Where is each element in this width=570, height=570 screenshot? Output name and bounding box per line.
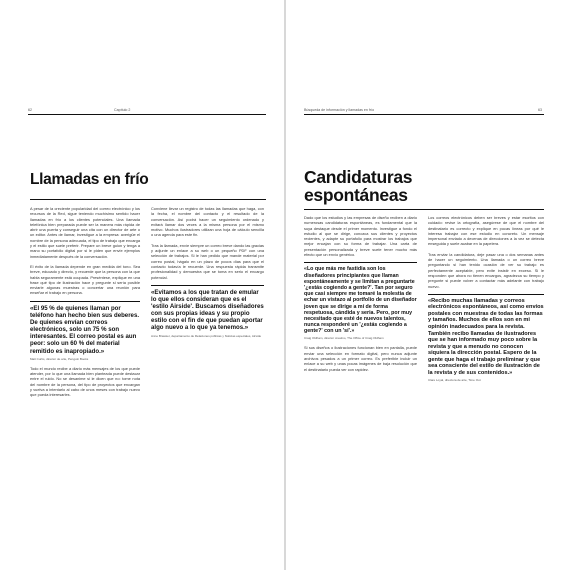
running-head: Búsqueda de información y llamadas en frío bbox=[304, 108, 375, 112]
title-line-2: espontáneas bbox=[304, 185, 408, 206]
text-column-2 bbox=[151, 206, 264, 338]
body-paragraph: Tras la llamada, envíe siempre un correo breve dando las gracias y adjunte un enlace a su web o un pequeño PDF con una selección de trabajos. Si le han pedido que mande material por correo postal, hágalo en un plazo de pocos días para que el contacto todavía le recuerde. Una respuesta rápida transmite profesionalidad y demuestra que se toma en serio el encargo potencial. bbox=[151, 242, 264, 280]
pull-quote: «Recibo muchas llamadas y correos electrónicos espontáneos, así como envíos postales con muestras de todas las formas y tamaños. Muchos de ellos son en mi opinión inadecuados para la revista. También recibo llamadas de ilustradores que se han informado muy poco sobre la revista y que a menudo no conocen siquiera la dirección postal. Espero de la gente que haga el trabajo preliminar y que sea consciente del estilo de ilustración de la revista y de sus contenidos.» bbox=[428, 297, 544, 376]
body-paragraph: Si sus diseños o ilustraciones funcionan bien en pantalla, puede enviar una selección en formato digital, pero nunca adjunte archivos pesados a un primer correo. Es preferible incluir un enlace a su web y unas pocas imágenes de baja resolución que el destinatario pueda ver con rapidez. bbox=[304, 345, 417, 372]
text-column-1 bbox=[304, 215, 417, 377]
title-rule bbox=[304, 209, 544, 210]
body-paragraph: A pesar de la creciente popularidad del correo electrónico y los recursos de la Red, sigue teniendo muchísimo sentido hacer llamadas en frío a los clientes potenciales. Una llamada telefónica bien preparada puede ser la manera más rápida de abrir una puerta y conseguir una cita con un director de arte o un editor. Antes de llamar, investigue a la empresa: averigüe el nombre de la persona adecuada, el tipo de trabajo que encarga y el estilo que suele preferir. Prepare un breve guion y tenga a mano su portafolio digital por si le piden que envíe ejemplos inmediatamente después de la conversación. bbox=[30, 206, 140, 259]
body-paragraph: Todo el mundo recibe a diario más mensajes de los que puede atender, por lo que una llamada bien planteada puede destacar entre el ruido. No se desanime si le dicen que no: tome nota del nombre de la persona, del tipo de proyectos que encargan y vuelva a intentarlo al cabo de unos meses con trabajo nuevo que pueda interesarles. bbox=[30, 365, 140, 398]
quote-rule bbox=[304, 262, 417, 263]
quote-attribution: Matt Curtis, director de arte, Penguin Books bbox=[30, 356, 89, 361]
left-page bbox=[0, 0, 284, 570]
header-rule bbox=[28, 114, 266, 115]
text-column-2 bbox=[428, 215, 544, 382]
page-title: Llamadas en frío bbox=[30, 171, 149, 188]
body-paragraph: Dado que los estudios y las empresas de diseño reciben a diario numerosas candidaturas espontáneas, es fundamental que la suya destaque desde el primer momento. Investigue a fondo el estudio al que se dirige, conozca sus clientes y proyectos recientes, y adapte su portafolio para mostrar los trabajos que mejor encajan con su forma de trabajar. Una carta de presentación personalizada y breve suele tener mucho más efecto que un envío genérico. bbox=[304, 215, 417, 258]
body-paragraph: El éxito de la llamada depende en gran medida del tono. Sea breve, educado y directo, y recuerde que la persona con la que habla seguramente está ocupada. Preséntese, explique en una frase qué tipo de ilustración hace y pregunte si sería posible enviarle algunas muestras o concertar una reunión para enseñar el trabajo en persona. bbox=[30, 263, 140, 296]
right-page bbox=[286, 0, 570, 570]
page-title bbox=[304, 168, 412, 205]
quote-rule bbox=[151, 285, 264, 286]
quote-rule bbox=[428, 294, 544, 295]
page-number: 62 bbox=[28, 108, 32, 112]
title-rule bbox=[30, 199, 266, 200]
running-head: Capítulo 2 bbox=[114, 108, 131, 112]
quote-attribution: Clare Loyal, directora de arte, Time Out bbox=[428, 378, 481, 383]
quote-attribution: Anne Brassier, departamento de Relaciones públicas y Noticias especiales, Airside bbox=[151, 333, 262, 338]
body-paragraph: Tras enviar la candidatura, deje pasar una o dos semanas antes de hacer un seguimiento. Una llamada o un correo breve preguntando si han tenido ocasión de ver su trabajo es perfectamente aceptable, pero evite insistir en exceso. Si le responden que ahora no tienen encargos, agradezca su tiempo y pregunte si puede volver a contactar más adelante con trabajo nuevo. bbox=[428, 251, 544, 289]
body-paragraph: Conviene llevar un registro de todas las llamadas que haga, con la fecha, el nombre del contacto y el resultado de la conversación. Así podrá hacer un seguimiento ordenado y evitará llamar dos veces a la misma persona por el mismo motivo. Muchos ilustradores utilizan una hoja de cálculo sencilla o una agenda para este fin. bbox=[151, 206, 264, 238]
pull-quote: «El 95 % de quienes llaman por teléfono han hecho bien sus deberes. De quienes envían correos electrónicos, solo un 75 % son interesantes. El correo postal es aun peor: solo un 60 % del material remitido es inapropiado.» bbox=[30, 304, 140, 355]
title-line-1: Candidaturas bbox=[304, 167, 413, 187]
quote-rule bbox=[30, 301, 140, 302]
header-rule bbox=[304, 114, 544, 115]
pull-quote: «Lo que más me fastidia son los diseñadores principiantes que llaman espontáneamente y se limitan a preguntarte '¿estás cogiendo a gente?'. Tan por seguro que casi siempre me tomaré la molestia de echar un vistazo al portfolio de un diseñador joven que se dirige a mí de forma respetuosa, cándida y seria. Pero, por muy necesitado que esté de nuevos talentos, nunca responderé un '¿estás cogiendo a gente?' con un 'sí'.» bbox=[304, 266, 417, 335]
quote-attribution: Craig Oldham, director creativo, The Office of Craig Oldham bbox=[304, 336, 384, 341]
body-paragraph: Los correos electrónicos deben ser breves y estar escritos con cuidado: revise la ortografía, asegúrese de que el nombre del destinatario es correcto y explique en pocas líneas por qué le interesa trabajar con ese estudio en concreto. Un mensaje impersonal enviado a decenas de direcciones a la vez se detecta enseguida y suele acabar en la papelera. bbox=[428, 215, 544, 247]
page-number: 63 bbox=[538, 108, 542, 112]
pull-quote: «Evitamos a los que tratan de emular lo que ellos consideran que es el 'estilo Airside'. Buscamos diseñadores con sus propias ideas y su propio estilo con el fin de que puedan aportar algo nuevo a lo que ya tenemos.» bbox=[151, 288, 264, 332]
text-column-1 bbox=[30, 206, 140, 402]
